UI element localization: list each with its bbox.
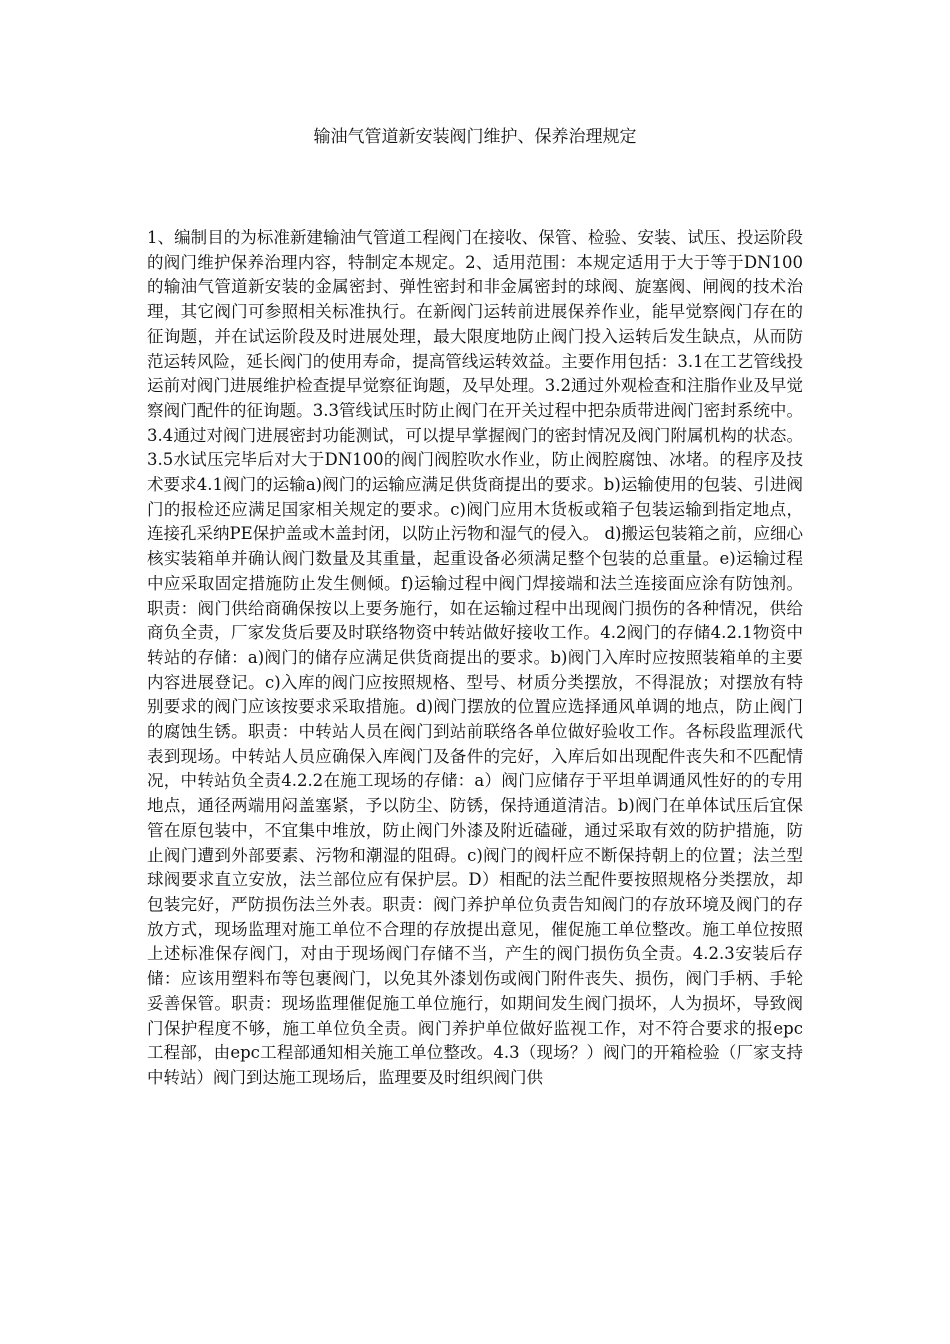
document-body-text: 1、编制目的为标准新建输油气管道工程阀门在接收、保管、检验、安装、试压、投运阶段的阀门维护保养治理内容，特制定本规定。2、适用范围：本规定适用于大于等于DN100的输油气管道新安装的金属密封、弹性密封和非金属密封的球阀、旋塞阀、闸阀的技术治理，其它阀门可参照相关标准执行。在新阀门运转前进展保养作业，能早觉察阀门存在的征询题，并在试运阶段及时进展处理，最大限度地防止阀门投入运转后发生缺点，从而防范运转风险，延长阀门的使用寿命，提高管线运转效益。主要作用包括：3.1在工艺管线投运前对阀门进展维护检查提早觉察征询题，及早处理。3.2通过外观检查和注脂作业及早觉察阀门配件的征询题。3.3管线试压时防止阀门在开关过程中把杂质带进阀门密封系统中。3.4通过对阀门进展密封功能测试，可以提早掌握阀门的密封情况及阀门附属机构的状态。3.5水试压完毕后对大于DN100的阀门阀腔吹水作业，防止阀腔腐蚀、冰堵。的程序及技术要求4.1阀门的运输a)阀门的运输应满足供货商提出的要求。b)运输使用的包装、引进阀门的报检还应满足国家相关规定的要求。c)阀门应用木货板或箱子包装运输到指定地点，连接孔采纳PE保护盖或木盖封闭，以防止污物和湿气的侵入。 d)搬运包装箱之前，应细心核实装箱单并确认阀门数量及其重量，起重设备必须满足整个包装的总重量。e)运输过程中应采取固定措施防止发生侧倾。f)运输过程中阀门焊接端和法兰连接面应涂有防蚀剂。职责：阀门供给商确保按以上要务施行，如在运输过程中出现阀门损伤的各种情况，供给商负全责，厂家发货后要及时联络物资中转站做好接收工作。4.2阀门的存储4.2.1物资中转站的存储：a)阀门的储存应满足供货商提出的要求。b)阀门入库时应按照装箱单的主要内容进展登记。c)入库的阀门应按照规格、型号、材质分类摆放，不得混放；对摆放有特别要求的阀门应该按要求采取措施。d)阀门摆放的位置应选择通风单调的地点，防止阀门的腐蚀生锈。职责：中转站人员在阀门到站前联络各单位做好验收工作。各标段监理派代表到现场。中转站人员应确保入库阀门及备件的完好，入库后如出现配件丧失和不匹配情况，中转站负全责4.2.2在施工现场的存储：a）阀门应储存于平坦单调通风性好的的专用地点，通径两端用闷盖塞紧，予以防尘、防锈，保持通道清洁。b)阀门在单体试压后宜保管在原包装中，不宜集中堆放，防止阀门外漆及附近磕碰，通过采取有效的防护措施，防止阀门遭到外部要素、污物和潮湿的阻碍。c)阀门的阀杆应不断保持朝上的位置；法兰型球阀要求直立安放，法兰部位应有保护层。D）相配的法兰配件要按照规格分类摆放，却包装完好，严防损伤法兰外表。职责：阀门养护单位负责告知阀门的存放环境及阀门的存放方式，现场监理对施工单位不合理的存放提出意见，催促施工单位整改。施工单位按照上述标准保存阀门，对由于现场阀门存储不当，产生的阀门损伤负全责。4.2.3安装后存储：应该用塑料布等包裹阀门，以免其外漆划伤或阀门附件丧失、损伤，阀门手柄、手轮妥善保管。职责：现场监理催促施工单位施行，如期间发生阀门损坏，人为损坏，导致阀门保护程度不够，施工单位负全责。阀门养护单位做好监视工作，对不符合要求的报epc工程部，由epc工程部通知相关施工单位整改。4.3（现场？）阀门的开箱检验（厂家支持中转站）阀门到达施工现场后，监理要及时组织阀门供 xyxy=(147,228,803,1087)
document-title: 输油气管道新安装阀门维护、保养治理规定 xyxy=(313,127,637,147)
